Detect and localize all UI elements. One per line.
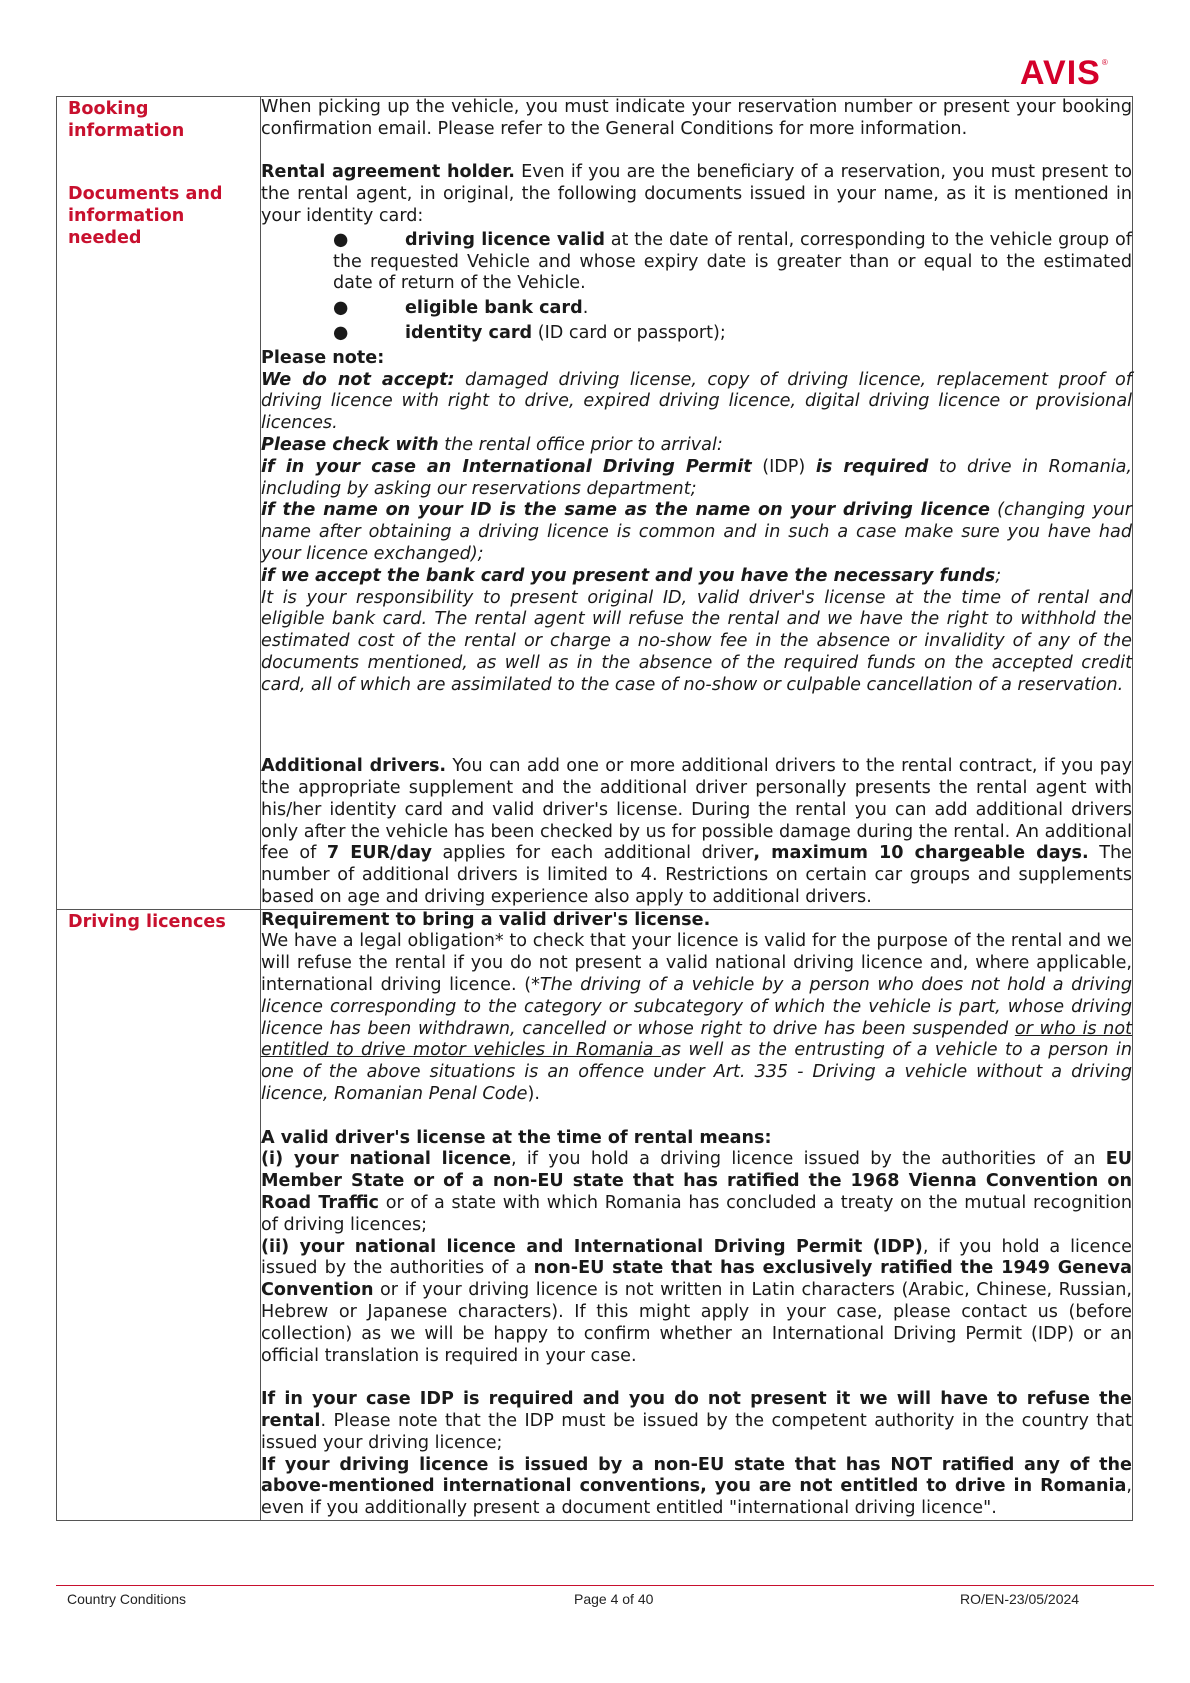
responsibility-paragraph: It is your responsibility to present original ID, valid driver's license at the time of rental and eligible bank card. The rental agent will refuse the rental and we have the right to withhold the estimated cost of the rental or charge a no-show fee in the absence or invalidity of any of the documents mentioned, as well as in the absence of the required funds on the accepted credit card, all of which are assimilated to the case of no-show or culpable cancellation of a reservation. [261, 587, 1132, 695]
avis-logo: AVIS® [1020, 54, 1109, 92]
content-cell [261, 909, 1133, 1520]
label-cell [57, 909, 261, 1520]
valid-license-title: A valid driver's license at the time of rental means: [261, 1127, 772, 1148]
name-paragraph: if the name on your ID is the same as the name on your driving licence (changing your name after obtaining a driving licence is common and in such a case make sure you have had your licence exchanged); [261, 500, 1132, 564]
requirement-title: Requirement to bring a valid driver's license. [261, 909, 711, 930]
booking-paragraph: When picking up the vehicle, you must indicate your reservation number or present your booking confirmation email. Please refer to the General Conditions for more information. [261, 97, 1132, 139]
registered-mark: ® [1101, 58, 1109, 67]
national-licence-paragraph: (i) your national licence, if you hold a driving licence issued by the authorities of an EU Member State or of a non-EU state that has ratified the 1968 Vienna Convention on Road Traffic or of a state with which Romania has concluded a treaty on the mutual recognition of driving licences; [261, 1149, 1132, 1235]
bank-card-paragraph: if we accept the bank card you present and you have the necessary funds; [261, 565, 1002, 586]
content-cell [261, 97, 1133, 910]
label-cell [57, 97, 261, 910]
non-eu-paragraph: If your driving licence is issued by a non-EU state that has NOT ratified any of the above-mentioned international conventions, you are not entitled to drive in Romania, even if you additionally present a document entitled "international driving licence". [261, 1454, 1132, 1519]
list-item: ● eligible bank card. [333, 298, 589, 319]
required-documents-list [261, 230, 1132, 345]
idp-refusal-paragraph: If in your case IDP is required and you do not present it we will have to refuse the rental. Please note that the IDP must be issued by the competent authority in the country that issued your driving licence; [261, 1389, 1132, 1453]
footer-title: Country Conditions [67, 1591, 187, 1607]
bullet-icon: ● [333, 298, 349, 319]
holder-paragraph: Rental agreement holder. Even if you are the beneficiary of a reservation, you must present to the rental agent, in original, the following documents issued in your name, as it is mentioned in your identity card: [261, 162, 1132, 226]
list-item: ● identity card (ID card or passport); [333, 322, 726, 343]
conditions-table [56, 96, 1133, 1521]
table-row [57, 97, 1133, 910]
label-documents-needed: Documents and information needed [68, 184, 223, 248]
list-item: ● driving licence valid at the date of rental, corresponding to the vehicle group of the requested Vehicle and whose expiry date is greater than or equal to the estimated date of return of the Vehicle. [333, 229, 1133, 294]
note-title: Please note: [261, 347, 385, 368]
table-row [57, 909, 1133, 1520]
page-number: Page 4 of 40 [574, 1591, 654, 1607]
document-reference: RO/EN-23/05/2024 [960, 1591, 1080, 1607]
additional-drivers-paragraph: Additional drivers. You can add one or more additional drivers to the rental contract, if you pay the appropriate supplement and the additional driver personally presents the rental agent with his/her identity card and valid driver's license. During the rental you can add additional drivers only after the vehicle has been checked by us for possible damage during the rental. An additional fee of 7 EUR/day applies for each additional driver, maximum 10 chargeable days. The number of additional drivers is limited to 4. Restrictions on certain car groups and supplements based on age and driving experience also apply to additional drivers. [261, 756, 1132, 907]
not-accepted-paragraph: We do not accept: damaged driving license, copy of driving licence, replacement proof of driving licence with right to drive, expired driving licence, digital driving licence or provisional licences. [261, 369, 1132, 434]
bullet-icon: ● [333, 322, 349, 343]
label-booking-information: Booking information [68, 99, 185, 141]
label-driving-licences: Driving licences [68, 911, 226, 932]
footer-divider [56, 1585, 1154, 1586]
bullet-icon: ● [333, 229, 349, 250]
requirement-paragraph: We have a legal obligation* to check that your licence is valid for the purpose of the rental and we will refuse the rental if you do not present a valid national driving licence and, where applicable, international driving licence. (*The driving of a vehicle by a person who does not hold a driving licence corresponding to the category or subcategory of which the vehicle is part, whose driving licence has been withdrawn, cancelled or whose right to drive has been suspended or who is not entitled to drive motor vehicles in Romania as well as the entrusting of a vehicle to a person in one of the above situations is an offence under Art. 335 - Driving a vehicle without a driving licence, Romanian Penal Code). [261, 931, 1132, 1105]
idp-licence-paragraph: (ii) your national licence and International Driving Permit (IDP), if you hold a licence issued by the authorities of a non-EU state that has exclusively ratified the 1949 Geneva Convention or if your driving licence is not written in Latin characters (Arabic, Chinese, Russian, Hebrew or Japanese characters). If this might apply in your case, please contact us (before collection) as we will be happy to confirm whether an International Driving Permit (IDP) or an official translation is required in your case. [261, 1236, 1132, 1366]
idp-paragraph: if in your case an International Driving Permit (IDP) is required to drive in Romania, including by asking our reservations department; [261, 456, 1132, 499]
check-with-paragraph: Please check with the rental office prior to arrival: [261, 434, 723, 455]
